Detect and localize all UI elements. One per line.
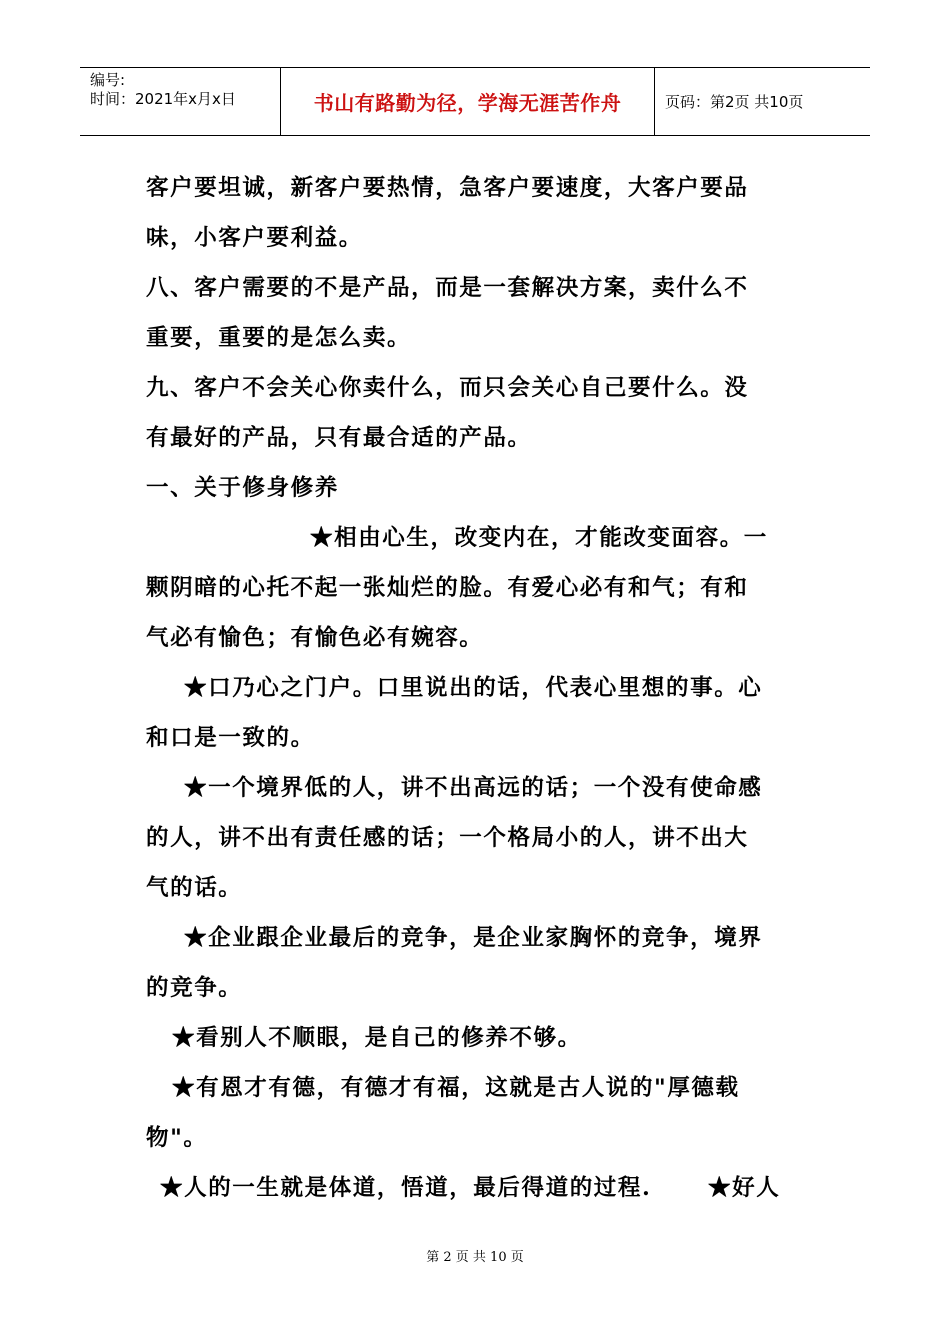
text-line: ★相由心生，改变内在，才能改变面容。一 xyxy=(310,525,768,551)
text-line: 和口是一致的。 xyxy=(146,725,315,751)
text-line: ★口乃心之门户。口里说出的话，代表心里想的事。心 xyxy=(184,675,763,701)
page-footer: 第 2 页 共 10 页 xyxy=(426,1250,524,1265)
text-line: ★人的一生就是体道，悟道，最后得道的过程. ★好人 xyxy=(160,1175,781,1201)
header-motto-cell xyxy=(281,68,655,135)
text-line: 的竞争。 xyxy=(146,975,243,1001)
text-line: 八、客户需要的不是产品，而是一套解决方案，卖什么不 xyxy=(146,275,749,301)
text-line: 九、客户不会关心你卖什么，而只会关心自己要什么。没 xyxy=(146,375,749,401)
text-line: 味，小客户要利益。 xyxy=(146,225,363,251)
text-line: 重要，重要的是怎么卖。 xyxy=(146,325,412,351)
header-motto: 书山有路勤为径，学海无涯苦作舟 xyxy=(313,91,622,115)
header-meta xyxy=(80,68,281,135)
text-line: 客户要坦诚，新客户要热情，急客户要速度，大客户要品 xyxy=(146,175,749,201)
text-line: 有最好的产品，只有最合适的产品。 xyxy=(146,425,532,451)
text-line: 气的话。 xyxy=(146,875,243,901)
text-line: ★企业跟企业最后的竞争，是企业家胸怀的竞争，境界 xyxy=(184,925,763,951)
text-line: ★一个境界低的人，讲不出高远的话；一个没有使命感 xyxy=(184,775,763,801)
document-header xyxy=(80,67,870,136)
text-line: ★看别人不顺眼，是自己的修养不够。 xyxy=(172,1025,582,1051)
text-line: 物"。 xyxy=(146,1125,208,1151)
document-date: 时间：2021年x月x日 xyxy=(90,90,236,108)
header-page-info: 页码：第2页 共10页 xyxy=(665,93,804,111)
document-number-label: 编号: xyxy=(90,71,126,89)
text-line: 颗阴暗的心托不起一张灿烂的脸。有爱心必有和气；有和 xyxy=(146,575,749,601)
text-line: ★有恩才有德，有德才有福，这就是古人说的"厚德载 xyxy=(172,1075,740,1101)
section-heading: 一、关于修身修养 xyxy=(146,475,339,501)
text-line: 气必有愉色；有愉色必有婉容。 xyxy=(146,625,484,651)
text-line: 的人，讲不出有责任感的话；一个格局小的人，讲不出大 xyxy=(146,825,749,851)
